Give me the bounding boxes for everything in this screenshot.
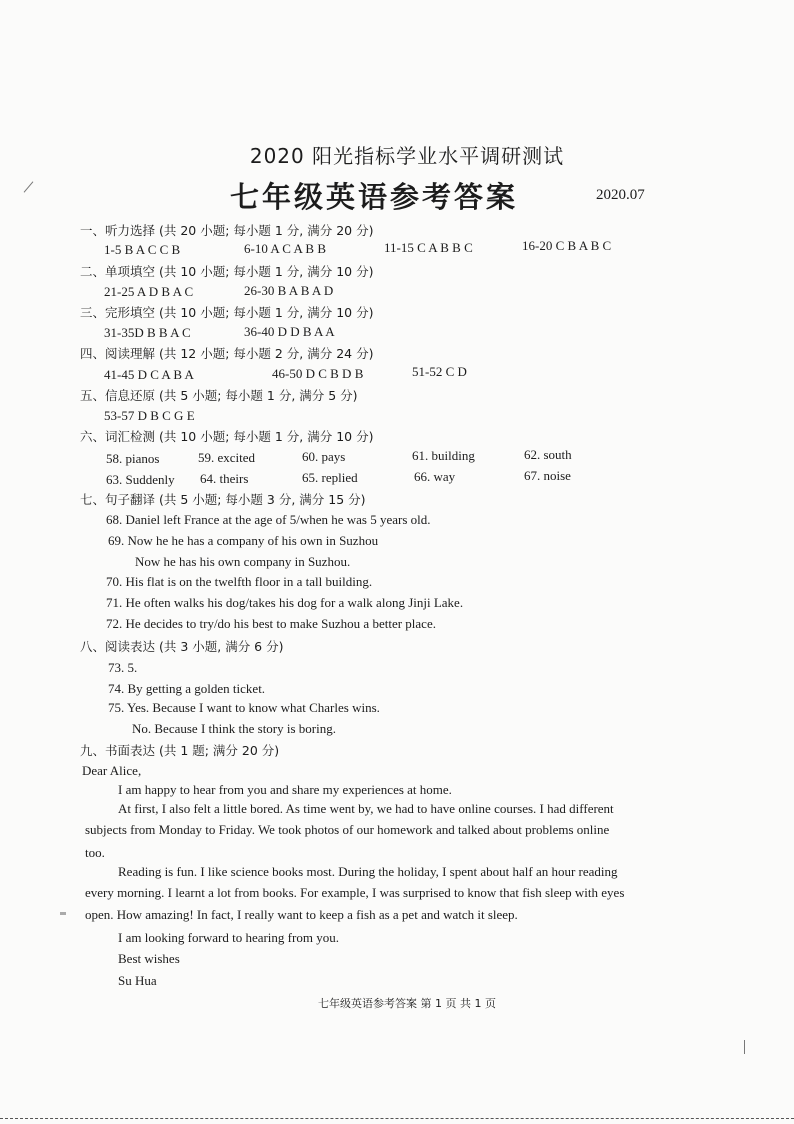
reading-expression-answer: No. Because I think the story is boring. xyxy=(132,721,336,736)
scan-speck xyxy=(744,1040,745,1054)
vocab-answer: 66. way xyxy=(414,469,456,484)
essay-line: subjects from Monday to Friday. We took photos of our homework and talked about problems online xyxy=(85,822,610,837)
vocab-answer: 61. building xyxy=(412,448,475,463)
reading-expression-answer: 74. By getting a golden ticket. xyxy=(108,681,266,696)
essay-line: I am happy to hear from you and share my experiences at home. xyxy=(118,782,452,797)
section-heading-writing: 九、书面表达 (共 1 题; 满分 20 分) xyxy=(80,743,280,758)
essay-line: Reading is fun. I like science books most. During the holiday, I spent about half an hour reading xyxy=(118,864,618,879)
section-heading-reading: 四、阅读理解 (共 12 小题; 每小题 2 分, 满分 24 分) xyxy=(80,346,374,361)
section-heading-cloze: 三、完形填空 (共 10 小题; 每小题 1 分, 满分 10 分) xyxy=(80,305,374,320)
vocab-answer: 67. noise xyxy=(524,468,571,483)
essay-line: every morning. I learnt a lot from books. For example, I was surprised to know that fish sleep with eyes xyxy=(85,885,625,900)
section-heading-info-restore: 五、信息还原 (共 5 小题; 每小题 1 分, 满分 5 分) xyxy=(80,388,358,403)
essay-closing: Best wishes xyxy=(118,951,180,966)
answer-group: 46-50 D C B D B xyxy=(272,366,364,381)
section-heading-single-choice: 二、单项填空 (共 10 小题; 每小题 1 分, 满分 10 分) xyxy=(80,264,374,279)
exam-title: 2020 阳光指标学业水平调研测试 xyxy=(249,144,565,168)
reading-expression-answer: 73. 5. xyxy=(108,660,138,675)
vocab-answer: 59. excited xyxy=(198,450,256,465)
essay-line: At first, I also felt a little bored. As time went by, we had to have online courses. I had different xyxy=(118,801,614,816)
translation-answer: 71. He often walks his dog/takes his dog for a walk along Jinji Lake. xyxy=(106,595,464,610)
answer-key-title: 七年级英语参考答案 xyxy=(230,180,519,214)
vocab-answer: 63. Suddenly xyxy=(106,472,175,487)
vocab-answer: 62. south xyxy=(524,447,572,462)
answer-group: 11-15 C A B B C xyxy=(384,240,473,255)
answer-group: 41-45 D C A B A xyxy=(104,367,194,382)
translation-answer: 69. Now he he has a company of his own in Suzhou xyxy=(108,533,379,548)
translation-answer: 68. Daniel left France at the age of 5/when he was 5 years old. xyxy=(106,512,431,527)
answer-group: 36-40 D D B A A xyxy=(244,324,335,339)
essay-line: I am looking forward to hearing from you. xyxy=(118,930,339,945)
translation-answer: Now he has his own company in Suzhou. xyxy=(135,554,351,569)
vocab-answer: 65. replied xyxy=(302,470,358,485)
translation-answer: 70. His flat is on the twelfth floor in a tall building. xyxy=(106,574,373,589)
section-heading-translation: 七、句子翻译 (共 5 小题; 每小题 3 分, 满分 15 分) xyxy=(80,492,366,507)
vocab-answer: 60. pays xyxy=(302,449,346,464)
scan-speck xyxy=(60,912,66,915)
answer-group: 53-57 D B C G E xyxy=(104,408,195,423)
section-heading-reading-expression: 八、阅读表达 (共 3 小题, 满分 6 分) xyxy=(80,639,284,654)
reading-expression-answer: 75. Yes. Because I want to know what Charles wins. xyxy=(108,700,380,715)
page-footer: 七年级英语参考答案 第 1 页 共 1 页 xyxy=(318,997,496,1010)
essay-line: too. xyxy=(85,845,105,860)
answer-group: 6-10 A C A B B xyxy=(244,241,326,256)
essay-greeting: Dear Alice, xyxy=(82,763,142,778)
section-heading-vocabulary: 六、词汇检测 (共 10 小题; 每小题 1 分, 满分 10 分) xyxy=(80,429,374,444)
scan-speck xyxy=(24,181,34,192)
translation-answer: 72. He decides to try/do his best to make Suzhou a better place. xyxy=(106,616,436,631)
vocab-answer: 58. pianos xyxy=(106,451,160,466)
answer-group: 51-52 C D xyxy=(412,364,467,379)
exam-date: 2020.07 xyxy=(596,187,645,203)
vocab-answer: 64. theirs xyxy=(200,471,249,486)
scan-edge-line xyxy=(0,1118,794,1119)
answer-group: 21-25 A D B A C xyxy=(104,284,194,299)
answer-group: 1-5 B A C C B xyxy=(104,242,181,257)
section-heading-listening: 一、听力选择 (共 20 小题; 每小题 1 分, 满分 20 分) xyxy=(80,223,374,238)
answer-group: 31-35D B B A C xyxy=(104,325,191,340)
essay-signature: Su Hua xyxy=(118,973,157,988)
answer-group: 16-20 C B A B C xyxy=(522,238,612,253)
answer-group: 26-30 B A B A D xyxy=(244,283,334,298)
essay-line: open. How amazing! In fact, I really want to keep a fish as a pet and watch it sleep. xyxy=(85,907,518,922)
